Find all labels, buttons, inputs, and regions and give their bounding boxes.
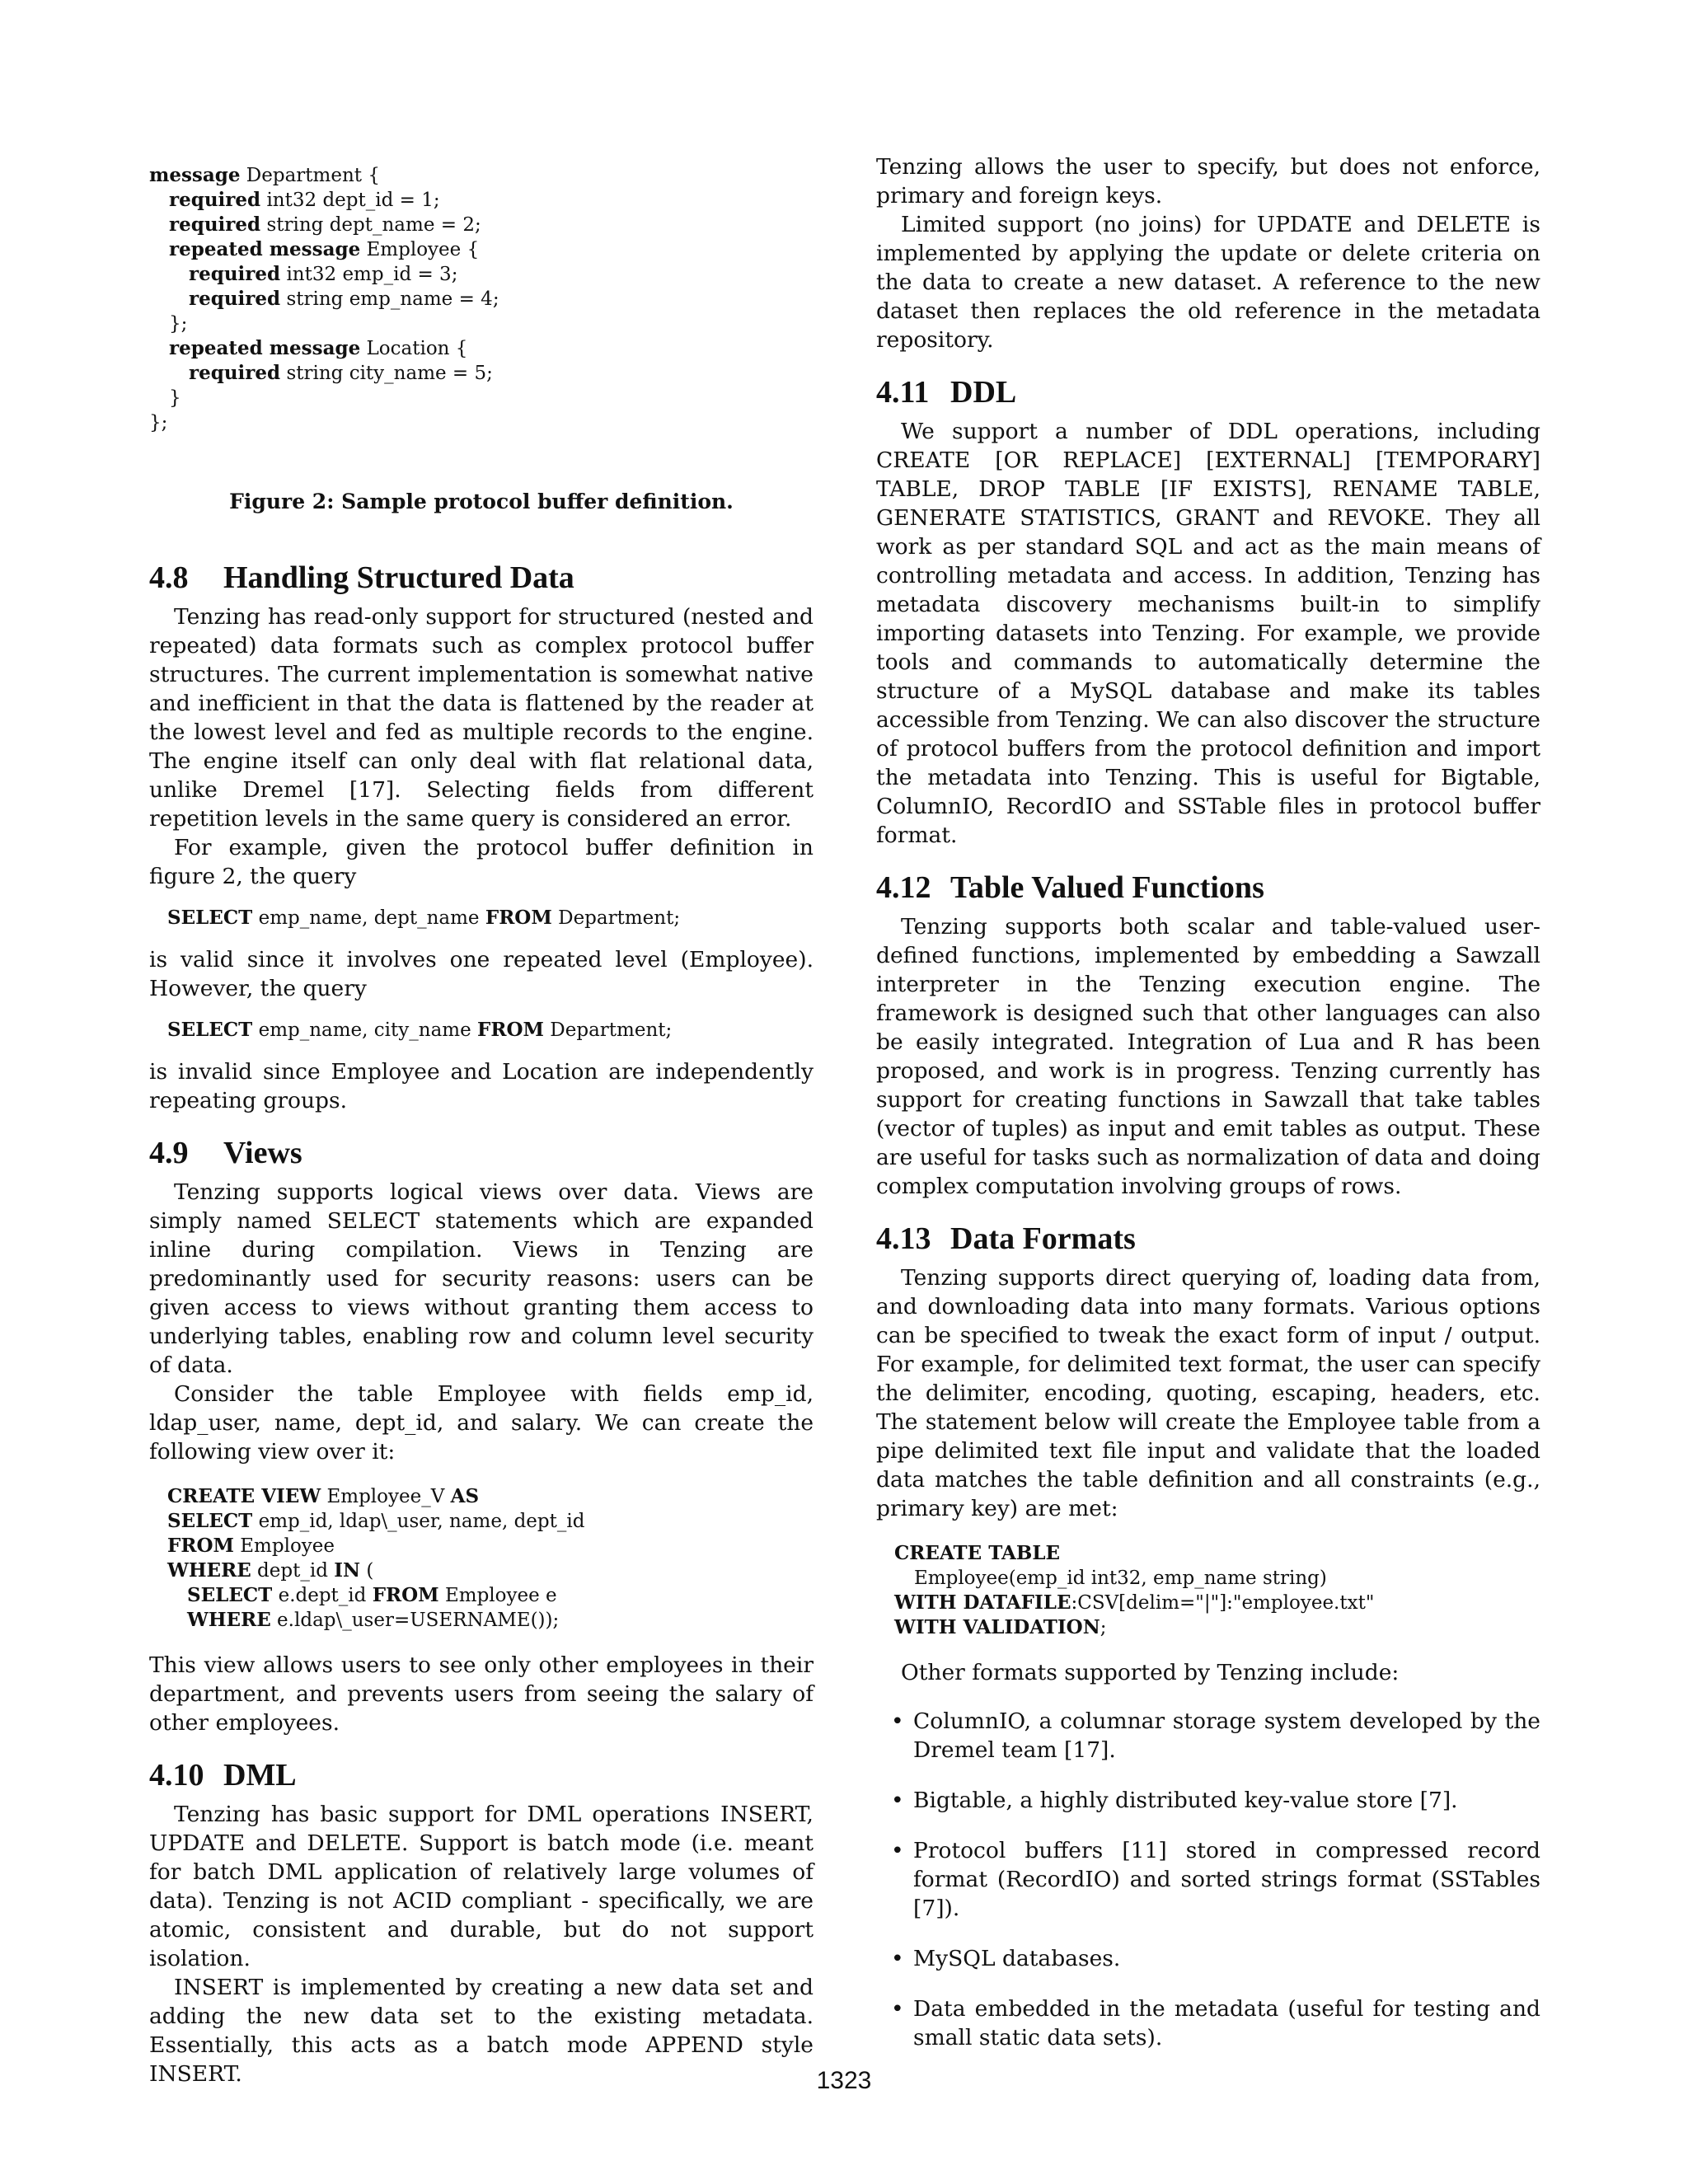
code-line: repeated message Location { <box>169 337 468 359</box>
section-heading: 4.12 Table Valued Functions <box>876 870 1264 905</box>
code-line: WITH DATAFILE:CSV[delim="|"]:"employee.txt" <box>894 1591 1375 1614</box>
code-line: SELECT e.dept_id FROM Employee e <box>187 1584 557 1606</box>
paragraph: Other formats supported by Tenzing include: <box>901 1660 1400 1685</box>
paragraph: Tenzing supports logical views over data. Views are simply named SELECT statements which are expanded inline during compilation. Views in Tenzing are predominantly used for security reasons: users can be given access to views without granting them access to underlying tables, enabling row and column level security of data. <box>149 1179 814 1378</box>
right-column <box>876 152 1540 2074</box>
paragraph: For example, given the protocol buffer definition in figure 2, the query <box>149 835 814 889</box>
bullet-icon: • <box>891 1708 904 1734</box>
create-table-code <box>894 1541 1540 1640</box>
query-example-1: SELECT emp_name, dept_name FROM Department; <box>167 907 681 929</box>
create-view-code <box>167 1484 814 1633</box>
paragraph: Tenzing has basic support for DML operations INSERT, UPDATE and DELETE. Support is batch mode (i.e. meant for batch DML application of relatively large volumes of data). Tenzing is not ACID compliant - specifically, we are atomic, consistent and durable, but do not support isolation. <box>149 1802 814 1971</box>
code-line: repeated message Employee { <box>169 238 480 260</box>
paragraph: Limited support (no joins) for UPDATE and DELETE is implemented by applying the update or delete criteria on the data to create a new dataset. A reference to the new dataset then replaces the old reference in the metadata repository. <box>876 212 1540 353</box>
section-4-10-continued <box>876 152 1540 354</box>
section-heading: 4.8 Handling Structured Data <box>149 560 574 595</box>
code-line: required string emp_name = 4; <box>189 288 499 310</box>
section-heading: 4.10 DML <box>149 1758 297 1793</box>
code-line: required string dept_name = 2; <box>169 213 481 236</box>
code-line: } <box>169 387 181 409</box>
code-line: message Department { <box>149 164 380 186</box>
section-4-10 <box>149 1757 814 2088</box>
bullet-icon: • <box>891 1788 904 1813</box>
section-4-8 <box>149 560 814 1115</box>
list-item: • MySQL databases. <box>891 1946 1121 1971</box>
section-4-13 <box>876 1221 1540 2052</box>
section-heading: 4.9 Views <box>149 1136 302 1170</box>
code-line: FROM Employee <box>167 1535 335 1557</box>
paragraph: is invalid since Employee and Location are independently repeating groups. <box>149 1059 814 1113</box>
code-line: }; <box>149 412 168 434</box>
code-line: required int32 emp_id = 3; <box>189 263 458 285</box>
section-4-9 <box>149 1135 814 1737</box>
code-line: CREATE VIEW Employee_V AS <box>167 1485 480 1507</box>
code-line: WHERE e.ldap\_user=USERNAME()); <box>187 1609 560 1631</box>
code-line: WITH VALIDATION; <box>894 1616 1107 1638</box>
list-item: • Bigtable, a highly distributed key-value store [7]. <box>891 1788 1458 1813</box>
paragraph: Consider the table Employee with fields emp_id, ldap_user, name, dept_id, and salary. We can create the following view over it: <box>149 1381 814 1465</box>
bullet-icon: • <box>891 1996 904 2022</box>
figure-2-code <box>149 163 814 435</box>
paragraph: We support a number of DDL operations, including CREATE [OR REPLACE] [EXTERNAL] [TEMPORARY] TABLE, DROP TABLE [IF EXISTS], RENAME TABLE, GENERATE STATISTICS, GRANT and REVOKE. They all work as per standard SQL and act as the main means of controlling metadata and access. In addition, Tenzing has metadata discovery mechanisms built-in to simplify importing datasets into Tenzing. For example, we provide tools and commands to automatically determine the structure of a MySQL database and make its tables accessible from Tenzing. We can also discover the structure of protocol buffers from the protocol definition and import the metadata into Tenzing. This is useful for Bigtable, ColumnIO, RecordIO and SSTable files in protocol buffer format. <box>876 419 1540 848</box>
list-item: • ColumnIO, a columnar storage system developed by the Dremel team [17]. <box>891 1708 1540 1763</box>
query-example-2: SELECT emp_name, city_name FROM Department; <box>167 1019 673 1041</box>
code-line: required string city_name = 5; <box>189 362 493 384</box>
code-line: CREATE TABLE <box>894 1542 1061 1564</box>
code-line: required int32 dept_id = 1; <box>169 189 440 211</box>
section-heading: 4.11 DDL <box>876 375 1017 410</box>
code-line: SELECT emp_id, ldap\_user, name, dept_id <box>167 1510 585 1532</box>
paragraph: is valid since it involves one repeated level (Employee). However, the query <box>149 947 814 1001</box>
section-4-12 <box>876 869 1540 1201</box>
paragraph: Tenzing has read-only support for structured (nested and repeated) data formats such as complex protocol buffer structures. The current implementation is somewhat native and inefficient in that the data is flattened by the reader at the lowest level and fed as multiple records to the engine. The engine itself can only deal with flat relational data, unlike Dremel [17]. Selecting fields from different repetition levels in the same query is considered an error. <box>149 604 814 832</box>
list-item: • Data embedded in the metadata (useful for testing and small static data sets). <box>891 1996 1540 2050</box>
paragraph: INSERT is implemented by creating a new data set and adding the new data set to the existing metadata. Essentially, this acts as a batch mode APPEND style INSERT. <box>149 1975 814 2087</box>
paragraph: This view allows users to see only other employees in their department, and prevents users from seeing the salary of other employees. <box>149 1652 814 1736</box>
paragraph: Tenzing allows the user to specify, but does not enforce, primary and foreign keys. <box>876 154 1540 209</box>
left-column <box>149 157 814 2108</box>
code-line: WHERE dept_id IN ( <box>167 1559 374 1582</box>
paragraph: Tenzing supports direct querying of, loading data from, and downloading data into many formats. Various options can be specified to tweak the exact form of input / output. For example, for delimited text format, the user can specify the delimiter, encoding, quoting, escaping, headers, etc. The statement below will create the Employee table from a pipe delimited text file input and validate that the loaded data matches the table definition and all constraints (e.g., primary key) are met: <box>876 1265 1540 1521</box>
formats-list <box>876 1707 1540 2052</box>
bullet-icon: • <box>891 1946 904 1971</box>
section-heading: 4.13 Data Formats <box>876 1221 1136 1256</box>
section-4-11 <box>876 374 1540 850</box>
bullet-icon: • <box>891 1838 904 1863</box>
code-line: Employee(emp_id int32, emp_name string) <box>914 1568 1327 1589</box>
code-line: }; <box>169 313 188 335</box>
paragraph: Tenzing supports both scalar and table-valued user-defined functions, implemented by embedding a Sawzall interpreter in the Tenzing execution engine. The framework is designed such that other languages can also be easily integrated. Integration of Lua and R has been proposed, and work is in progress. Tenzing currently has support for creating functions in Sawzall that take tables (vector of tuples) as input and emit tables as output. These are useful for tasks such as normalization of data and doing complex computation involving groups of rows. <box>876 914 1540 1199</box>
list-item: • Protocol buffers [11] stored in compressed record format (RecordIO) and sorted strings format (SSTables [7]). <box>891 1838 1540 1921</box>
figure-2-caption: Figure 2: Sample protocol buffer definition. <box>229 490 734 513</box>
page-number: 1323 <box>816 2067 872 2094</box>
